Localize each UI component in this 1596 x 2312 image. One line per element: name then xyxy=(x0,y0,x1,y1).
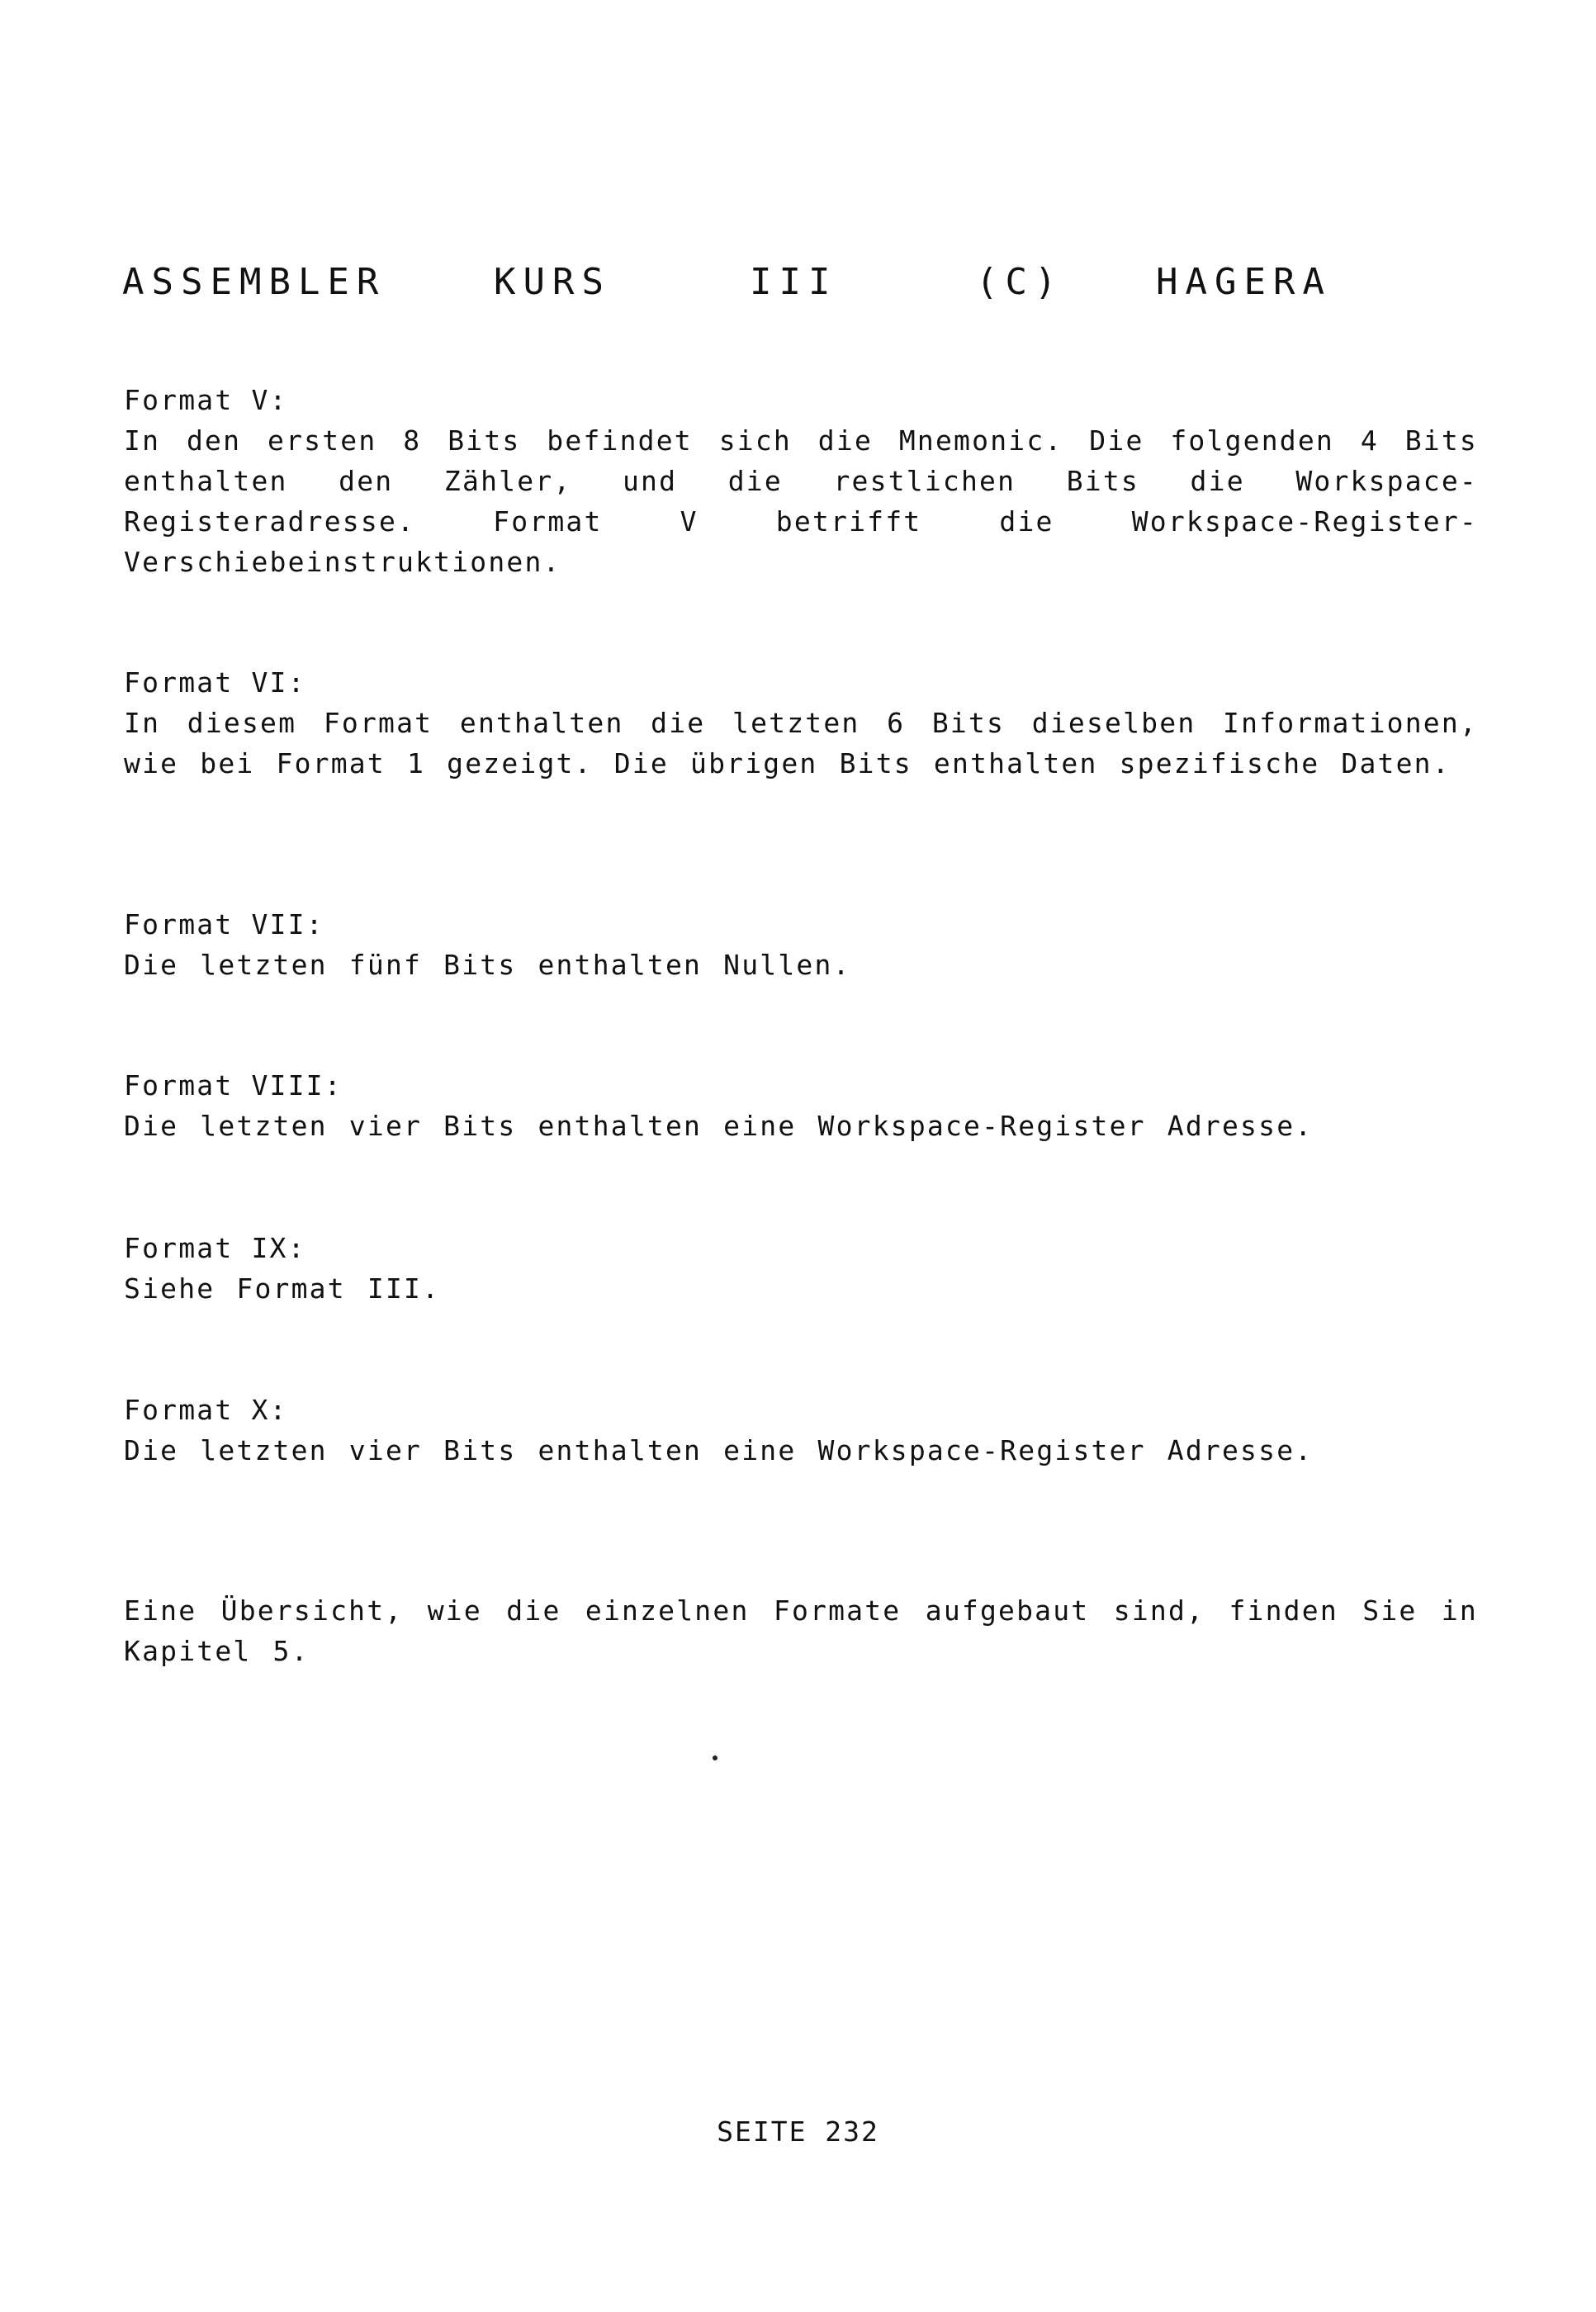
scan-speck xyxy=(713,1755,717,1760)
section-heading: Format IX: xyxy=(124,1232,306,1264)
section-format-v xyxy=(124,380,1478,582)
section-text: Die letzten fünf Bits enthalten Nullen. xyxy=(124,949,851,981)
section-heading: Format X: xyxy=(124,1394,288,1426)
section-text: In den ersten 8 Bits befindet sich die Mnemonic. Die folgenden 4 Bits enthalten den Zähler, und die restlichen Bits die Workspace-Registeradresse. Format V betrifft die Workspace-Register-Verschiebeinstruktionen. xyxy=(124,424,1478,578)
title-word-volume: III xyxy=(750,261,838,303)
section-heading: Format VI: xyxy=(124,666,306,699)
section-format-vii xyxy=(124,904,1478,985)
section-text: Siehe Format III. xyxy=(124,1272,441,1305)
section-text: Die letzten vier Bits enthalten eine Workspace-Register Adresse. xyxy=(124,1434,1314,1466)
title-copyright: (C) xyxy=(976,261,1064,303)
section-text: In diesem Format enthalten die letzten 6 Bits dieselben Informationen, wie bei Format 1 gezeigt. Die übrigen Bits enthalten spezifische Daten. xyxy=(124,707,1478,779)
section-text: Die letzten vier Bits enthalten eine Workspace-Register Adresse. xyxy=(124,1110,1314,1142)
section-format-ix xyxy=(124,1228,1478,1309)
section-format-vi xyxy=(124,662,1478,784)
section-format-viii xyxy=(124,1065,1478,1146)
section-heading: Format VII: xyxy=(124,908,324,940)
title-word-assembler: ASSEMBLER xyxy=(122,261,386,303)
closing-text: Eine Übersicht, wie die einzelnen Formate aufgebaut sind, finden Sie in Kapitel 5. xyxy=(124,1594,1478,1667)
page-title xyxy=(122,258,1410,307)
title-author: HAGERA xyxy=(1156,261,1332,303)
title-word-kurs: KURS xyxy=(494,261,611,303)
page-number: SEITE 232 xyxy=(717,2115,879,2148)
section-format-x xyxy=(124,1390,1478,1471)
closing-paragraph xyxy=(124,1590,1478,1671)
section-heading: Format VIII: xyxy=(124,1069,343,1102)
section-heading: Format V: xyxy=(124,384,288,416)
